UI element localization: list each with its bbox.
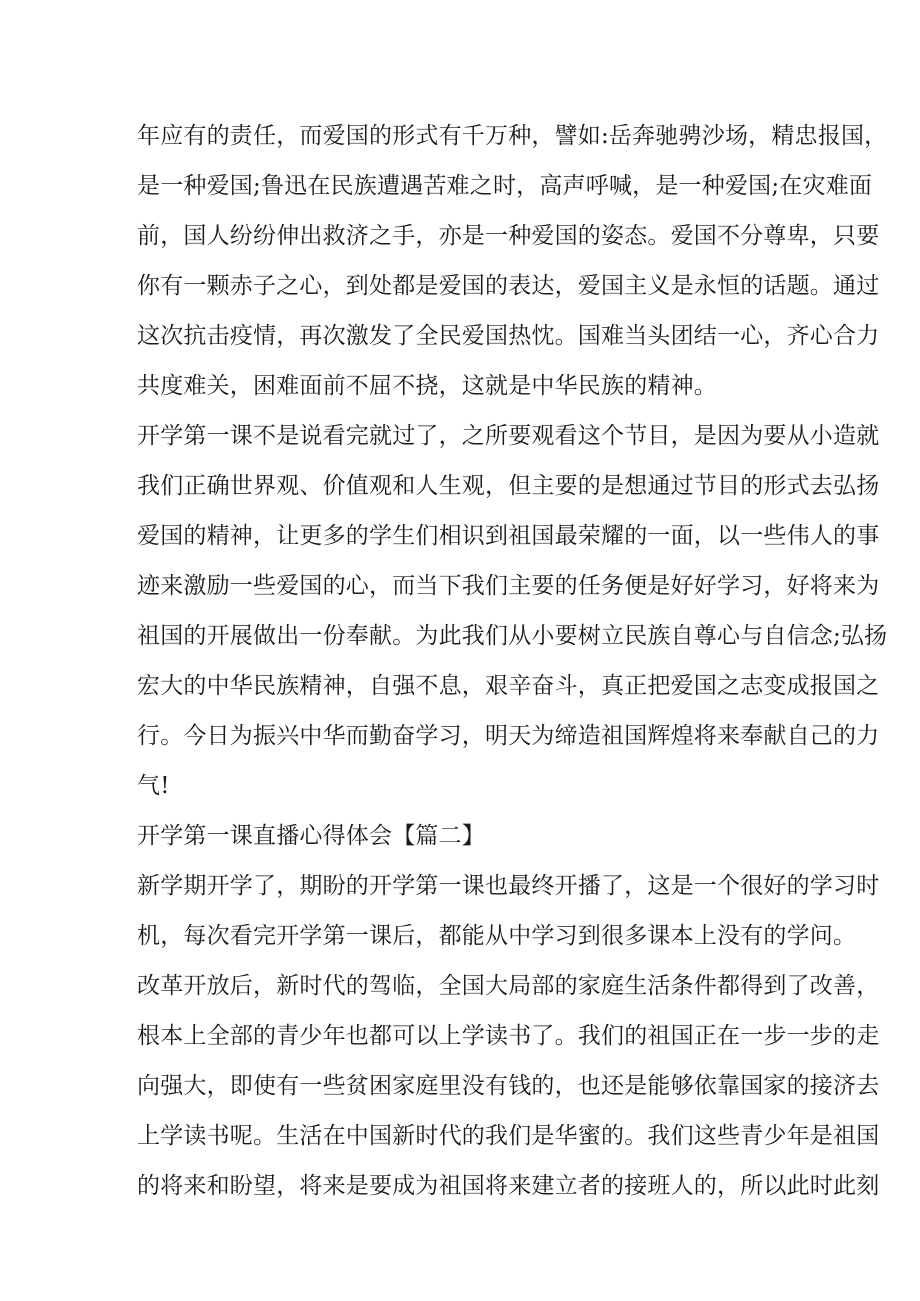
paragraph-1-line-1: 年应有的责任，而爱国的形式有千万种，譬如:岳奔驰骋沙场，精忠报国， (137, 123, 888, 149)
paragraph-2-line-2: 我们正确世界观、价值观和人生观，但主要的是想通过节目的形式去弘扬 (137, 473, 880, 499)
paragraph-4-line-5: 的将来和盼望，将来是要成为祖国将来建立者的接班人的，所以此时此刻 (137, 1173, 880, 1199)
paragraph-1-line-5: 这次抗击疫情，再次激发了全民爱国热忱。国难当头团结一心，齐心合力 (137, 323, 880, 349)
paragraph-1-line-3: 前，国人纷纷伸出救济之手，亦是一种爱国的姿态。爱国不分尊卑，只要 (137, 223, 880, 249)
paragraph-1-line-6: 共度难关，困难面前不屈不挠，这就是中华民族的精神。 (137, 373, 717, 399)
paragraph-1-line-2: 是一种爱国;鲁迅在民族遭遇苦难之时，高声呼喊，是一种爱国;在灾难面 (137, 173, 873, 199)
paragraph-4-line-1: 改革开放后，新时代的驾临，全国大局部的家庭生活条件都得到了改善， (137, 973, 880, 999)
paragraph-2-line-1: 开学第一课不是说看完就过了，之所要观看这个节目，是因为要从小造就 (137, 423, 880, 449)
paragraph-3-line-1: 新学期开学了，期盼的开学第一课也最终开播了，这是一个很好的学习时 (137, 873, 880, 899)
paragraph-4-line-3: 向强大，即使有一些贫困家庭里没有钱的，也还是能够依靠国家的接济去 (137, 1073, 880, 1099)
paragraph-4-line-2: 根本上全部的青少年也都可以上学读书了。我们的祖国正在一步一步的走 (137, 1023, 880, 1049)
paragraph-2-line-6: 宏大的中华民族精神，自强不息，艰辛奋斗，真正把爱国之志变成报国之 (137, 673, 880, 699)
paragraph-3-line-2: 机，每次看完开学第一课后，都能从中学习到很多课本上没有的学问。 (137, 923, 857, 949)
paragraph-1-line-4: 你有一颗赤子之心，到处都是爱国的表达，爱国主义是永恒的话题。通过 (137, 273, 880, 299)
paragraph-2-line-3: 爱国的精神，让更多的学生们相识到祖国最荣耀的一面，以一些伟人的事 (137, 523, 880, 549)
paragraph-2-line-8: 气! (137, 773, 170, 799)
section-heading: 开学第一课直播心得体会【篇二】 (137, 823, 485, 849)
paragraph-2-line-4: 迹来激励一些爱国的心，而当下我们主要的任务便是好好学习，好将来为 (137, 573, 880, 599)
paragraph-4-line-4: 上学读书呢。生活在中国新时代的我们是华蜜的。我们这些青少年是祖国 (137, 1123, 880, 1149)
paragraph-2-line-5: 祖国的开展做出一份奉献。为此我们从小要树立民族自尊心与自信念;弘扬 (137, 623, 888, 649)
paragraph-2-line-7: 行。今日为振兴中华而勤奋学习，明天为缔造祖国辉煌将来奉献自己的力 (137, 723, 880, 749)
